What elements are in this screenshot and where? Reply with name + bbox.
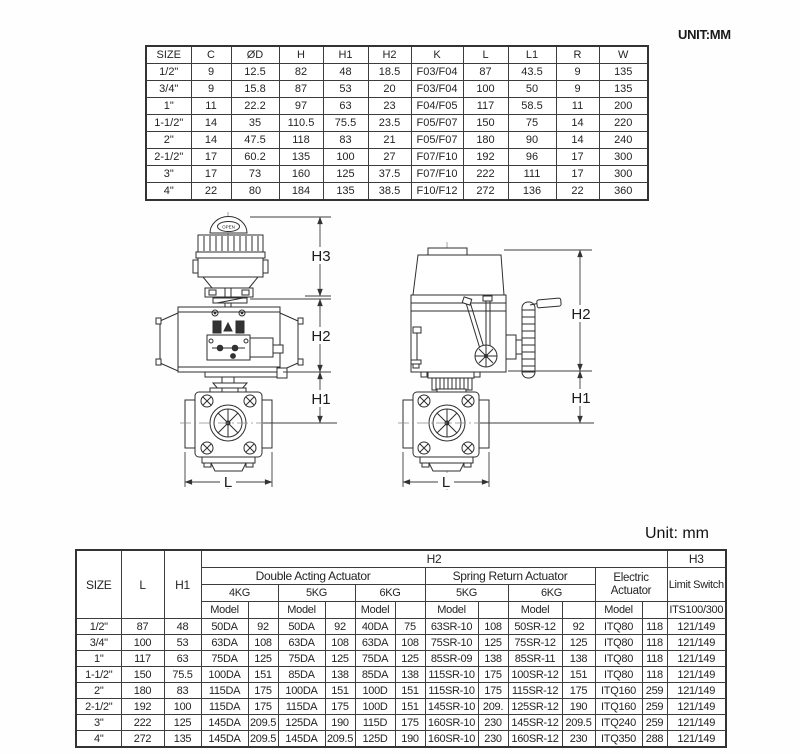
table-cell: 272: [121, 731, 164, 748]
h3-group-header: H3: [667, 550, 726, 568]
table-cell: 300: [599, 166, 648, 183]
table-cell: 100: [121, 635, 164, 651]
table-row: [76, 635, 726, 651]
table-cell: 11: [191, 98, 231, 115]
table-cell: ITQ160: [595, 699, 642, 715]
header-spacer: [248, 602, 278, 619]
table-cell: 190: [325, 715, 355, 731]
table-cell: F04/F05: [411, 98, 463, 115]
table-cell: 175: [395, 715, 425, 731]
dimensions-table-header-row: [146, 46, 648, 64]
table-cell: 75: [508, 115, 556, 132]
table-cell: 40DA: [355, 619, 395, 635]
column-header: W: [599, 46, 648, 64]
table-cell: 125: [325, 651, 355, 667]
table-cell: 135: [164, 731, 201, 748]
header-spacer: [478, 602, 508, 619]
dimension-label-l: L: [441, 474, 451, 491]
table-cell: 151: [248, 667, 278, 683]
table-cell: 85SR-09: [425, 651, 478, 667]
table-row: [146, 115, 648, 132]
table-cell: ITQ80: [595, 667, 642, 683]
table-cell: 184: [279, 183, 323, 201]
table-cell: 111: [508, 166, 556, 183]
table-cell: 92: [325, 619, 355, 635]
table-cell: 63DA: [201, 635, 248, 651]
table-row: [146, 64, 648, 81]
table-cell: 3/4": [76, 635, 121, 651]
table-cell: 138: [325, 667, 355, 683]
dimension-label-l: L: [223, 474, 233, 491]
table-cell: 117: [463, 98, 508, 115]
table-cell: 14: [191, 115, 231, 132]
table-cell: 175: [325, 699, 355, 715]
table-cell: 220: [599, 115, 648, 132]
table-cell: 63DA: [355, 635, 395, 651]
table-cell: 97: [279, 98, 323, 115]
electric-valve-drawing: [398, 242, 595, 491]
table-cell: 121/149: [667, 731, 726, 748]
header-spacer: [395, 602, 425, 619]
table-cell: 2": [146, 132, 191, 149]
table-cell: 121/149: [667, 667, 726, 683]
column-header: SIZE: [146, 46, 191, 64]
table-cell: 100DA: [201, 667, 248, 683]
table-cell: 21: [368, 132, 411, 149]
table-cell: 17: [556, 149, 599, 166]
table-cell: 160SR-10: [425, 715, 478, 731]
table-cell: 63: [323, 98, 368, 115]
table-cell: 80: [231, 183, 279, 201]
table-cell: 3": [76, 715, 121, 731]
table-cell: 230: [478, 731, 508, 748]
table-cell: ITQ350: [595, 731, 642, 748]
table-cell: 85DA: [278, 667, 325, 683]
table-cell: ITQ160: [595, 683, 642, 699]
dimension-label-h1: H1: [571, 390, 591, 407]
electric-actuator-housing: [413, 255, 504, 295]
table-cell: 100SR-12: [508, 667, 562, 683]
table-cell: 160SR-10: [425, 731, 478, 748]
solenoid-coil: [236, 321, 244, 333]
table-cell: 121/149: [667, 651, 726, 667]
handwheel: [522, 302, 535, 378]
table-cell: 75.5: [164, 667, 201, 683]
table-cell: 115SR-10: [425, 667, 478, 683]
table-cell: 11: [556, 98, 599, 115]
table-cell: 125: [395, 651, 425, 667]
column-header: C: [191, 46, 231, 64]
table-cell: 47.5: [231, 132, 279, 149]
table-cell: 53: [323, 81, 368, 98]
table-cell: 145SR-12: [508, 715, 562, 731]
table-cell: 1-1/2": [76, 667, 121, 683]
table-cell: 121/149: [667, 699, 726, 715]
kg-header: 4KG: [201, 585, 278, 602]
table-cell: 108: [248, 635, 278, 651]
table-cell: 17: [191, 166, 231, 183]
table-cell: 108: [395, 635, 425, 651]
column-header: R: [556, 46, 599, 64]
table-row: [76, 651, 726, 667]
table-cell: 4": [76, 731, 121, 748]
table-cell: 150: [463, 115, 508, 132]
table-cell: 125: [248, 651, 278, 667]
table-cell: 125: [478, 635, 508, 651]
table-cell: 300: [599, 149, 648, 166]
table-cell: 58.5: [508, 98, 556, 115]
table-cell: 108: [478, 619, 508, 635]
table-cell: 2-1/2": [76, 699, 121, 715]
table-cell: 259: [642, 715, 667, 731]
table-cell: 43.5: [508, 64, 556, 81]
valve-drawings: [0, 205, 800, 515]
solenoid-coil: [213, 321, 221, 333]
double-acting-header: Double Acting Actuator: [201, 568, 425, 585]
table-row: [76, 699, 726, 715]
table-cell: 1-1/2": [146, 115, 191, 132]
table-cell: 96: [508, 149, 556, 166]
table-cell: 209.5: [249, 716, 277, 729]
table-cell: 145DA: [201, 715, 248, 731]
dimension-label-h2: H2: [571, 306, 591, 323]
table-cell: 118: [642, 651, 667, 667]
table-cell: 75.5: [323, 115, 368, 132]
table-cell: 9: [556, 81, 599, 98]
table-cell: 20: [368, 81, 411, 98]
limit-switch-header: Limit Switch: [667, 568, 726, 602]
table-cell: 259: [642, 683, 667, 699]
table-cell: 209.5: [562, 715, 595, 731]
h2-group-header: H2: [201, 550, 667, 568]
table-cell: 63SR-10: [425, 619, 478, 635]
table-cell: 100: [463, 81, 508, 98]
dimension-label-h3: H3: [311, 248, 331, 265]
table-cell: F03/F04: [411, 64, 463, 81]
table-cell: 22.2: [231, 98, 279, 115]
kg-header: 6KG: [508, 585, 595, 602]
column-header: L: [463, 46, 508, 64]
table-row: [146, 81, 648, 98]
table-cell: 125SR-12: [508, 699, 562, 715]
table-cell: 151: [325, 683, 355, 699]
column-header: H1: [323, 46, 368, 64]
table-cell: 82: [279, 64, 323, 81]
table-cell: 4": [146, 183, 191, 201]
header-row-h2: [76, 550, 726, 568]
table-cell: 17: [556, 166, 599, 183]
table-cell: ITQ80: [595, 635, 642, 651]
model-header: Model: [595, 602, 642, 619]
table-cell: 9: [191, 64, 231, 81]
spring-return-header: Spring Return Actuator: [425, 568, 595, 585]
unit-label-bottom: Unit: mm: [645, 525, 709, 542]
table-cell: 145SR-10: [425, 699, 478, 715]
table-cell: ITQ80: [595, 619, 642, 635]
table-cell: F03/F04: [411, 81, 463, 98]
table-cell: 209.5: [248, 731, 278, 748]
table-cell: 1": [76, 651, 121, 667]
table-cell: 180: [121, 683, 164, 699]
dimensions-table: [145, 45, 649, 201]
table-cell: 50SR-12: [508, 619, 562, 635]
table-cell: 100: [323, 149, 368, 166]
table-cell: 151: [562, 667, 595, 683]
table-row: [146, 98, 648, 115]
table-row: [146, 166, 648, 183]
pneumatic-valve-drawing: [156, 212, 337, 492]
table-cell: 288: [642, 731, 667, 748]
model-header: Model: [355, 602, 395, 619]
table-cell: F07/F10: [411, 149, 463, 166]
table-cell: 192: [121, 699, 164, 715]
table-cell: 100: [164, 699, 201, 715]
table-cell: 145DA: [201, 731, 248, 748]
table-cell: 145DA: [278, 731, 325, 748]
table-cell: 200: [599, 98, 648, 115]
model-header: Model: [425, 602, 478, 619]
model-header: Model: [508, 602, 562, 619]
table-cell: 150: [121, 667, 164, 683]
table-cell: 125: [164, 715, 201, 731]
table-cell: 138: [562, 651, 595, 667]
dimension-label-h1: H1: [311, 391, 331, 408]
table-cell: 125: [562, 635, 595, 651]
table-cell: 190: [562, 699, 595, 715]
table-cell: 121/149: [667, 715, 726, 731]
table-cell: 2": [76, 683, 121, 699]
table-cell: 37.5: [368, 166, 411, 183]
table-cell: 22: [191, 183, 231, 201]
table-cell: 3": [146, 166, 191, 183]
crank-handle: [537, 298, 562, 308]
table-cell: 360: [599, 183, 648, 201]
electric-actuator-header: Electric Actuator: [595, 568, 667, 602]
table-cell: 12.5: [231, 64, 279, 81]
table-cell: 118: [642, 667, 667, 683]
table-cell: 22: [556, 183, 599, 201]
header-spacer: [642, 602, 667, 619]
table-cell: 23.5: [368, 115, 411, 132]
table-cell: 175: [478, 683, 508, 699]
model-header: Model: [278, 602, 325, 619]
header-spacer: [325, 602, 355, 619]
table-cell: 240: [599, 132, 648, 149]
table-row: [76, 667, 726, 683]
table-cell: 135: [599, 64, 648, 81]
column-header: H2: [368, 46, 411, 64]
table-cell: 115D: [355, 715, 395, 731]
dimension-label-h2: H2: [311, 328, 331, 345]
table-cell: 209.5: [325, 731, 355, 748]
table-cell: 222: [463, 166, 508, 183]
table-cell: 73: [231, 166, 279, 183]
table-cell: 63DA: [278, 635, 325, 651]
open-indicator-label: OPEN: [222, 224, 235, 230]
table-cell: 135: [323, 183, 368, 201]
table-cell: 136: [508, 183, 556, 201]
table-cell: 115SR-10: [425, 683, 478, 699]
l-column-header: L: [121, 550, 164, 619]
table-cell: 83: [323, 132, 368, 149]
table-cell: 14: [556, 132, 599, 149]
table-cell: F05/F07: [411, 115, 463, 132]
table-cell: 118: [642, 635, 667, 651]
table-row: [76, 731, 726, 748]
table-row: [146, 183, 648, 201]
table-cell: 75DA: [355, 651, 395, 667]
table-cell: 222: [121, 715, 164, 731]
table-cell: 121/149: [667, 635, 726, 651]
table-cell: 175: [248, 699, 278, 715]
table-cell: 75SR-10: [425, 635, 478, 651]
table-cell: 87: [121, 619, 164, 635]
table-cell: 121/149: [667, 619, 726, 635]
column-header: K: [411, 46, 463, 64]
table-cell: 75DA: [201, 651, 248, 667]
table-cell: 75: [395, 619, 425, 635]
table-cell: F07/F10: [411, 166, 463, 183]
table-cell: 151: [395, 699, 425, 715]
table-cell: ITQ240: [595, 715, 642, 731]
table-cell: 92: [562, 619, 595, 635]
table-cell: 160: [279, 166, 323, 183]
actuator-selection-table: [75, 549, 727, 748]
kg-header: 5KG: [278, 585, 355, 602]
table-cell: 50DA: [201, 619, 248, 635]
table-cell: 85SR-11: [508, 651, 562, 667]
table-cell: 38.5: [368, 183, 411, 201]
table-cell: 17: [191, 149, 231, 166]
table-cell: 48: [164, 619, 201, 635]
table-cell: 92: [248, 619, 278, 635]
unit-label-top: UNIT:MM: [678, 27, 731, 42]
table-cell: 175: [478, 667, 508, 683]
kg-header: 6KG: [355, 585, 425, 602]
table-cell: 48: [323, 64, 368, 81]
table-cell: 100D: [355, 699, 395, 715]
header-spacer: [562, 602, 595, 619]
table-cell: 63: [164, 651, 201, 667]
table-cell: 50: [508, 81, 556, 98]
table-cell: 115DA: [201, 699, 248, 715]
table-cell: 87: [463, 64, 508, 81]
table-cell: 9: [191, 81, 231, 98]
kg-header: 5KG: [425, 585, 508, 602]
table-cell: 125D: [355, 731, 395, 748]
table-cell: 27: [368, 149, 411, 166]
table-cell: 83: [164, 683, 201, 699]
column-header: ØD: [231, 46, 279, 64]
table-cell: 115DA: [201, 683, 248, 699]
table-cell: 125: [323, 166, 368, 183]
table-row: [146, 149, 648, 166]
table-cell: 1/2": [76, 619, 121, 635]
table-cell: 272: [463, 183, 508, 201]
table-row: [76, 683, 726, 699]
table-cell: 108: [325, 635, 355, 651]
table-cell: 121/149: [667, 683, 726, 699]
table-cell: 1/2": [146, 64, 191, 81]
table-cell: 190: [395, 731, 425, 748]
table-cell: 138: [478, 651, 508, 667]
table-cell: 60.2: [231, 149, 279, 166]
table-cell: 75SR-12: [508, 635, 562, 651]
table-cell: 53: [164, 635, 201, 651]
table-cell: 135: [599, 81, 648, 98]
table-cell: 192: [463, 149, 508, 166]
table-cell: 1": [146, 98, 191, 115]
table-cell: 35: [231, 115, 279, 132]
table-cell: 115SR-12: [508, 683, 562, 699]
table-cell: 125DA: [278, 715, 325, 731]
table-cell: 15.8: [231, 81, 279, 98]
table-cell: 50DA: [278, 619, 325, 635]
table-cell: 230: [478, 715, 508, 731]
table-cell: 180: [463, 132, 508, 149]
table-cell: 100DA: [278, 683, 325, 699]
table-cell: 18.5: [368, 64, 411, 81]
table-cell: 23: [368, 98, 411, 115]
table-cell: 110.5: [279, 115, 323, 132]
table-cell: 90: [508, 132, 556, 149]
table-cell: 115DA: [278, 699, 325, 715]
table-cell: 135: [279, 149, 323, 166]
table-cell: F10/F12: [411, 183, 463, 201]
table-cell: F05/F07: [411, 132, 463, 149]
table-cell: 75DA: [278, 651, 325, 667]
table-cell: 100D: [355, 683, 395, 699]
table-cell: 117: [121, 651, 164, 667]
table-cell: 9: [556, 64, 599, 81]
table-cell: 87: [279, 81, 323, 98]
table-cell: 175: [562, 683, 595, 699]
table-cell: 2-1/2": [146, 149, 191, 166]
h1-column-header: H1: [164, 550, 201, 619]
column-header: H: [279, 46, 323, 64]
limit-switch-model-header: ITS100/300: [667, 602, 726, 619]
table-cell: 3/4": [146, 81, 191, 98]
table-row: [76, 715, 726, 731]
table-cell: 14: [556, 115, 599, 132]
table-cell: 14: [191, 132, 231, 149]
table-cell: 85DA: [355, 667, 395, 683]
table-cell: 209.: [478, 699, 508, 715]
table-row: [146, 132, 648, 149]
table-cell: 118: [279, 132, 323, 149]
table-cell: 118: [642, 619, 667, 635]
table-cell: 230: [562, 731, 595, 748]
table-cell: 160SR-12: [508, 731, 562, 748]
table-cell: 151: [395, 683, 425, 699]
table-cell: 138: [395, 667, 425, 683]
table-row: [76, 619, 726, 635]
table-cell: 259: [642, 699, 667, 715]
table-cell: ITQ80: [595, 651, 642, 667]
table-cell: 175: [248, 683, 278, 699]
size-column-header: SIZE: [76, 550, 121, 619]
model-header: Model: [201, 602, 248, 619]
column-header: L1: [508, 46, 556, 64]
